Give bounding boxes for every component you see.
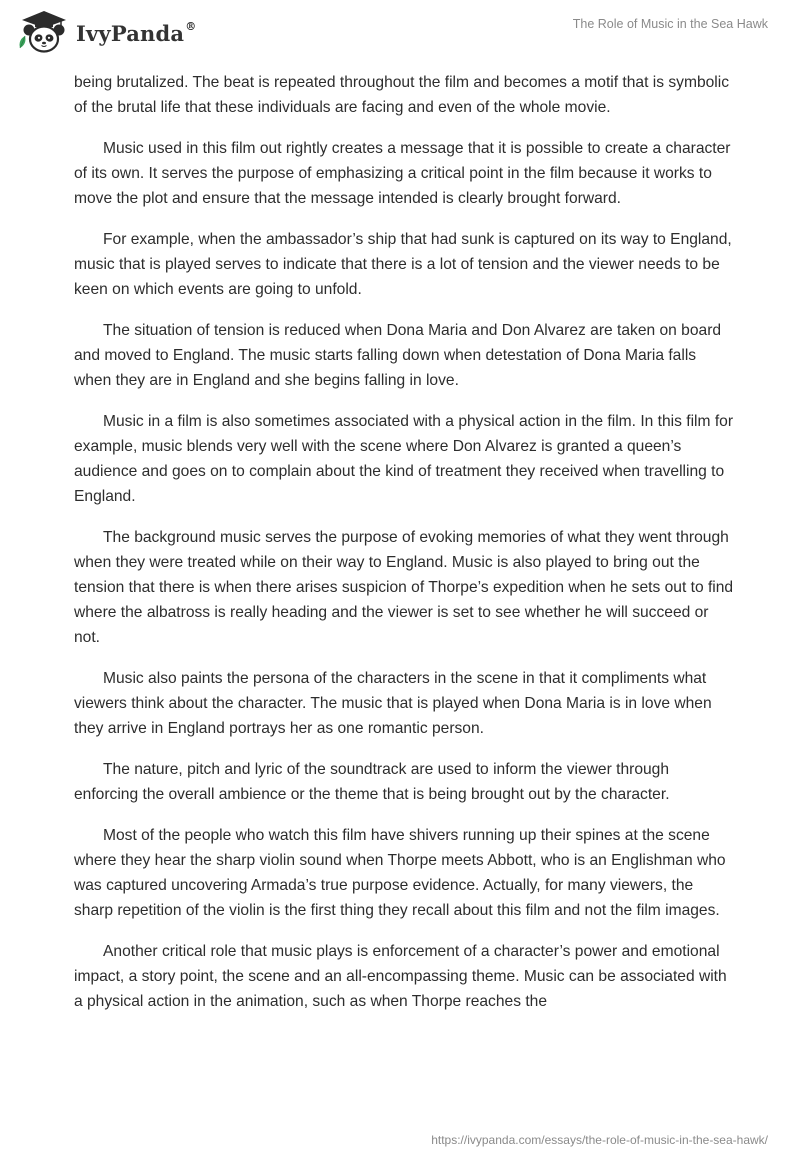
paragraph: For example, when the ambassador’s ship that had sunk is captured on its way to England, music that is played serves to indicate that there is a lot of tension and the viewer needs to be keen on which events are going to unfold.: [74, 231, 732, 298]
paragraph: Music also paints the persona of the characters in the scene in that it compliments what viewers think about the character. The music that is played when Dona Maria is in love when they arrive in England portrays her as one romantic person.: [74, 670, 712, 737]
panda-graduate-icon: [14, 6, 70, 58]
logo-text: IvyPanda: [76, 20, 185, 46]
paragraph: Music in a film is also sometimes associated with a physical action in the film. In this film for example, music blends very well with the scene where Don Alvarez is granted a queen’s audience and goes on to complain about the kind of treatment they received when travelling to England.: [74, 413, 734, 505]
paragraph: The nature, pitch and lyric of the soundtrack are used to inform the viewer through enforcing the overall ambience or the theme that is being brought out by the character.: [74, 761, 670, 803]
logo-wordmark: [76, 21, 196, 46]
paragraph: Music used in this film out rightly creates a message that it is possible to create a character of its own. It serves the purpose of emphasizing a critical point in the film because it works to move the plot and ensure that the message intended is clearly brought forward.: [74, 140, 731, 207]
registered-mark: ®: [185, 19, 197, 33]
source-url[interactable]: https://ivypanda.com/essays/the-role-of-music-in-the-sea-hawk/: [431, 1133, 768, 1147]
document-title: The Role of Music in the Sea Hawk: [572, 17, 768, 31]
paragraph: The situation of tension is reduced when Dona Maria and Don Alvarez are taken on board and moved to England. The music starts falling down when detestation of Dona Maria falls when they are in England and she begins falling in love.: [74, 322, 722, 389]
paragraph: Another critical role that music plays is enforcement of a character’s power and emotional impact, a story point, the scene and an all-encompassing theme. Music can be associated with a physical action in the animation, such as when Thorpe reaches the: [74, 943, 727, 1010]
paragraph: being brutalized. The beat is repeated throughout the film and becomes a motif that is symbolic of the brutal life that these individuals are facing and even of the whole movie.: [74, 74, 730, 116]
paragraph: Most of the people who watch this film have shivers running up their spines at the scene where they hear the sharp violin sound when Thorpe meets Abbott, who is an Englishman who was captured uncovering Armada’s true purpose evidence. Actually, for many viewers, the sharp repetition of the violin is the first thing they recall about this film and not the film images.: [74, 827, 726, 919]
page-header: [0, 0, 800, 66]
essay-body: [74, 70, 734, 1030]
paragraph: The background music serves the purpose of evoking memories of what they went through when they were treated while on their way to England. Music is also played to bring out the tension that there is when there arises suspicion of Thorpe’s expedition when he sets out to find where the albatross is really heading and the viewer is set to see whether he will succeed or not.: [74, 529, 734, 646]
ivypanda-logo[interactable]: [14, 6, 196, 58]
